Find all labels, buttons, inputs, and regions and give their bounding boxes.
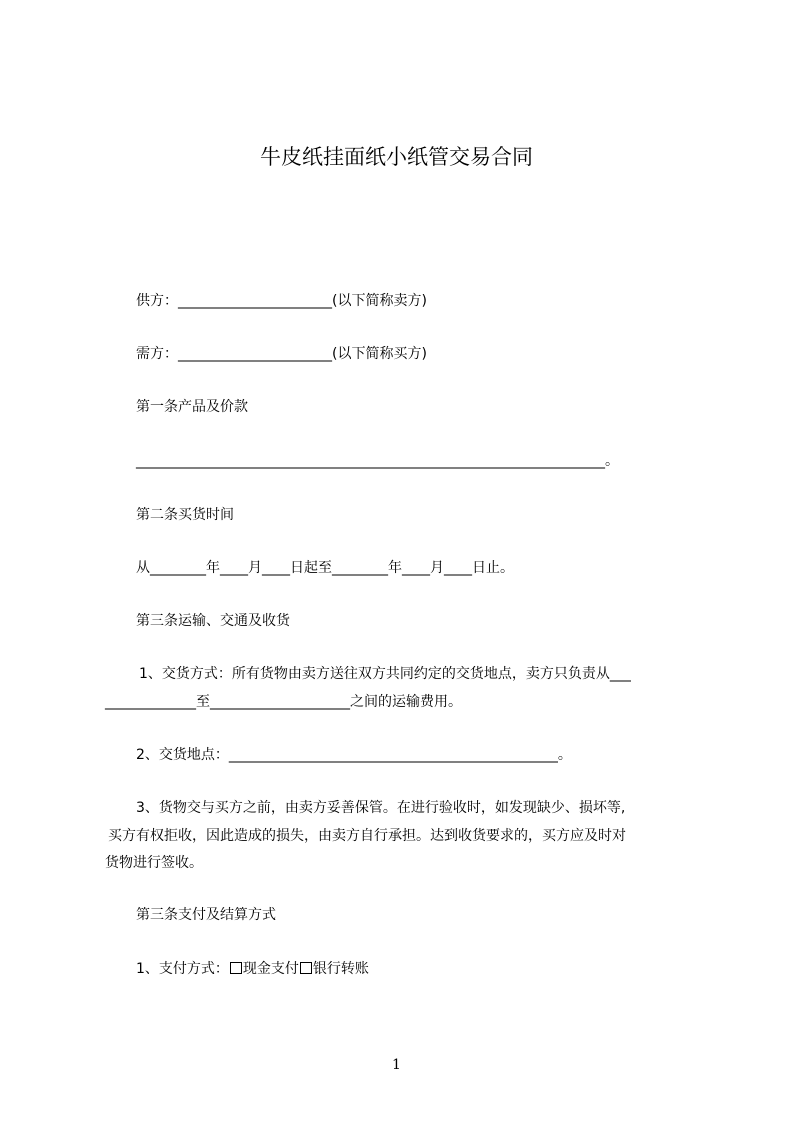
article4-heading: 第三条支付及结算方式: [136, 907, 276, 923]
page-number: 1: [392, 1057, 401, 1073]
payment-option-bank: 银行转账: [312, 961, 369, 977]
delivery-method-line-1: 1、交货方式：所有货物由卖方送往双方共同约定的交货地点，卖方只负责从___: [139, 666, 631, 682]
inspection-line-3: 货物进行签收。: [105, 855, 203, 871]
article3-heading: 第三条运输、交通及收货: [136, 613, 290, 629]
cash-checkbox: [230, 962, 242, 974]
article2-period-line: 从________年____月____日起至________年____月____日止。: [136, 560, 514, 576]
article1-blank-line: ___________________________________________________________________。: [136, 453, 619, 469]
delivery-place-line: 2、交货地点：_______________________________________________。: [136, 747, 572, 763]
payment-option-cash: 现金支付: [242, 961, 299, 977]
supplier-line: 供方：______________________(以下简称卖方): [136, 293, 427, 309]
delivery-method-line-2: _____________至____________________之间的运输费用。: [105, 694, 462, 710]
article1-heading: 第一条产品及价款: [136, 399, 248, 415]
inspection-line-2: 买方有权拒收，因此造成的损失，由卖方自行承担。达到收货要求的，买方应及时对: [108, 828, 626, 844]
buyer-line: 需方：______________________(以下简称买方): [136, 346, 427, 362]
bank-checkbox: [300, 962, 312, 974]
payment-method-line: [136, 960, 369, 978]
payment-method-label: 1、支付方式：: [136, 961, 229, 977]
document-title: 牛皮纸挂面纸小纸管交易合同: [260, 145, 533, 169]
article2-heading: 第二条买货时间: [136, 507, 234, 523]
inspection-line-1: 3、货物交与买方之前，由卖方妥善保管。在进行验收时，如发现缺少、损坏等,: [136, 800, 626, 816]
